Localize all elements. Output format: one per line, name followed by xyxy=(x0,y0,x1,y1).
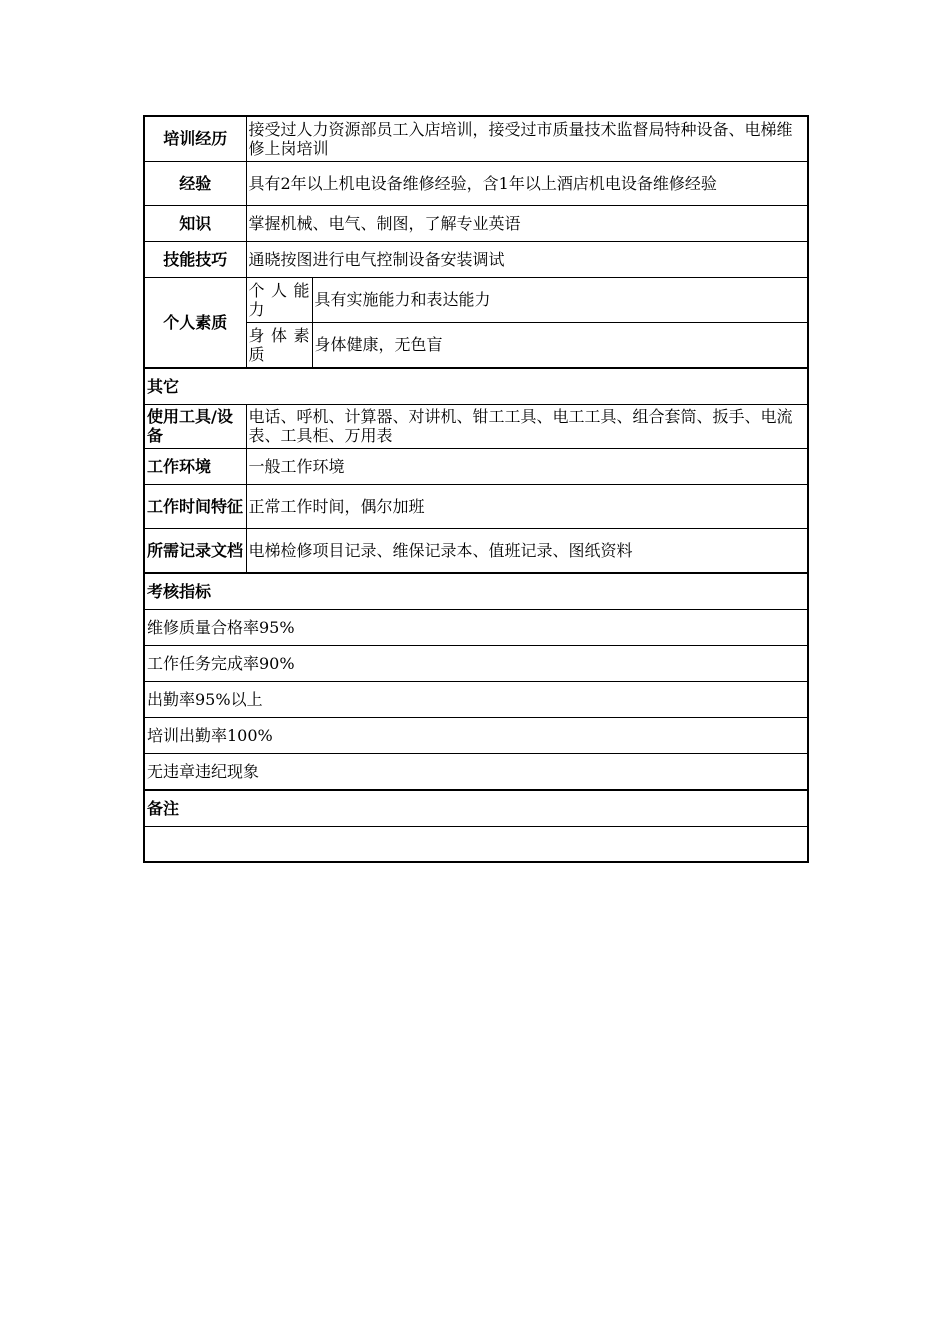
environment-row xyxy=(144,448,808,484)
kpi-item: 出勤率95%以上 xyxy=(144,681,808,717)
kpi-row xyxy=(144,717,808,753)
remarks-row xyxy=(144,826,808,862)
hours-value: 正常工作时间，偶尔加班 xyxy=(246,484,808,528)
kpi-item: 工作任务完成率90% xyxy=(144,645,808,681)
experience-value: 具有2年以上机电设备维修经验，含1年以上酒店机电设备维修经验 xyxy=(246,161,808,205)
kpi-item: 维修质量合格率95% xyxy=(144,609,808,645)
kpi-item: 培训出勤率100% xyxy=(144,717,808,753)
kpi-row xyxy=(144,609,808,645)
job-description-page xyxy=(143,115,807,863)
remarks-heading: 备注 xyxy=(144,790,808,826)
training-row xyxy=(144,116,808,161)
remarks-heading-row xyxy=(144,790,808,826)
personal-ability-label: 个人能力 xyxy=(246,277,312,322)
kpi-row xyxy=(144,681,808,717)
kpi-heading-row xyxy=(144,573,808,609)
hours-row xyxy=(144,484,808,528)
environment-label: 工作环境 xyxy=(144,448,246,484)
personal-quality-label: 个人素质 xyxy=(144,277,246,368)
other-heading: 其它 xyxy=(144,368,808,404)
knowledge-value: 掌握机械、电气、制图，了解专业英语 xyxy=(246,205,808,241)
knowledge-label: 知识 xyxy=(144,205,246,241)
kpi-row xyxy=(144,753,808,790)
documents-row xyxy=(144,528,808,573)
documents-value: 电梯检修项目记录、维保记录本、值班记录、图纸资料 xyxy=(246,528,808,573)
training-value: 接受过人力资源部员工入店培训，接受过市质量技术监督局特种设备、电梯维修上岗培训 xyxy=(246,116,808,161)
hours-label: 工作时间特征 xyxy=(144,484,246,528)
experience-label: 经验 xyxy=(144,161,246,205)
tools-value: 电话、呼机、计算器、对讲机、钳工工具、电工工具、组合套筒、扳手、电流表、工具柜、万用表 xyxy=(246,404,808,448)
remarks-value xyxy=(144,826,808,862)
kpi-item: 无违章违纪现象 xyxy=(144,753,808,790)
personal-ability-value: 具有实施能力和表达能力 xyxy=(312,277,808,322)
personal-ability-row xyxy=(144,277,808,322)
physical-value: 身体健康，无色盲 xyxy=(312,322,808,368)
kpi-heading: 考核指标 xyxy=(144,573,808,609)
documents-label: 所需记录文档 xyxy=(144,528,246,573)
environment-value: 一般工作环境 xyxy=(246,448,808,484)
skills-row xyxy=(144,241,808,277)
training-label: 培训经历 xyxy=(144,116,246,161)
tools-label: 使用工具/设备 xyxy=(144,404,246,448)
tools-row xyxy=(144,404,808,448)
skills-label: 技能技巧 xyxy=(144,241,246,277)
other-heading-row xyxy=(144,368,808,404)
experience-row xyxy=(144,161,808,205)
job-description-table xyxy=(143,115,809,863)
knowledge-row xyxy=(144,205,808,241)
skills-value: 通晓按图进行电气控制设备安装调试 xyxy=(246,241,808,277)
physical-label: 身体素质 xyxy=(246,322,312,368)
kpi-row xyxy=(144,645,808,681)
